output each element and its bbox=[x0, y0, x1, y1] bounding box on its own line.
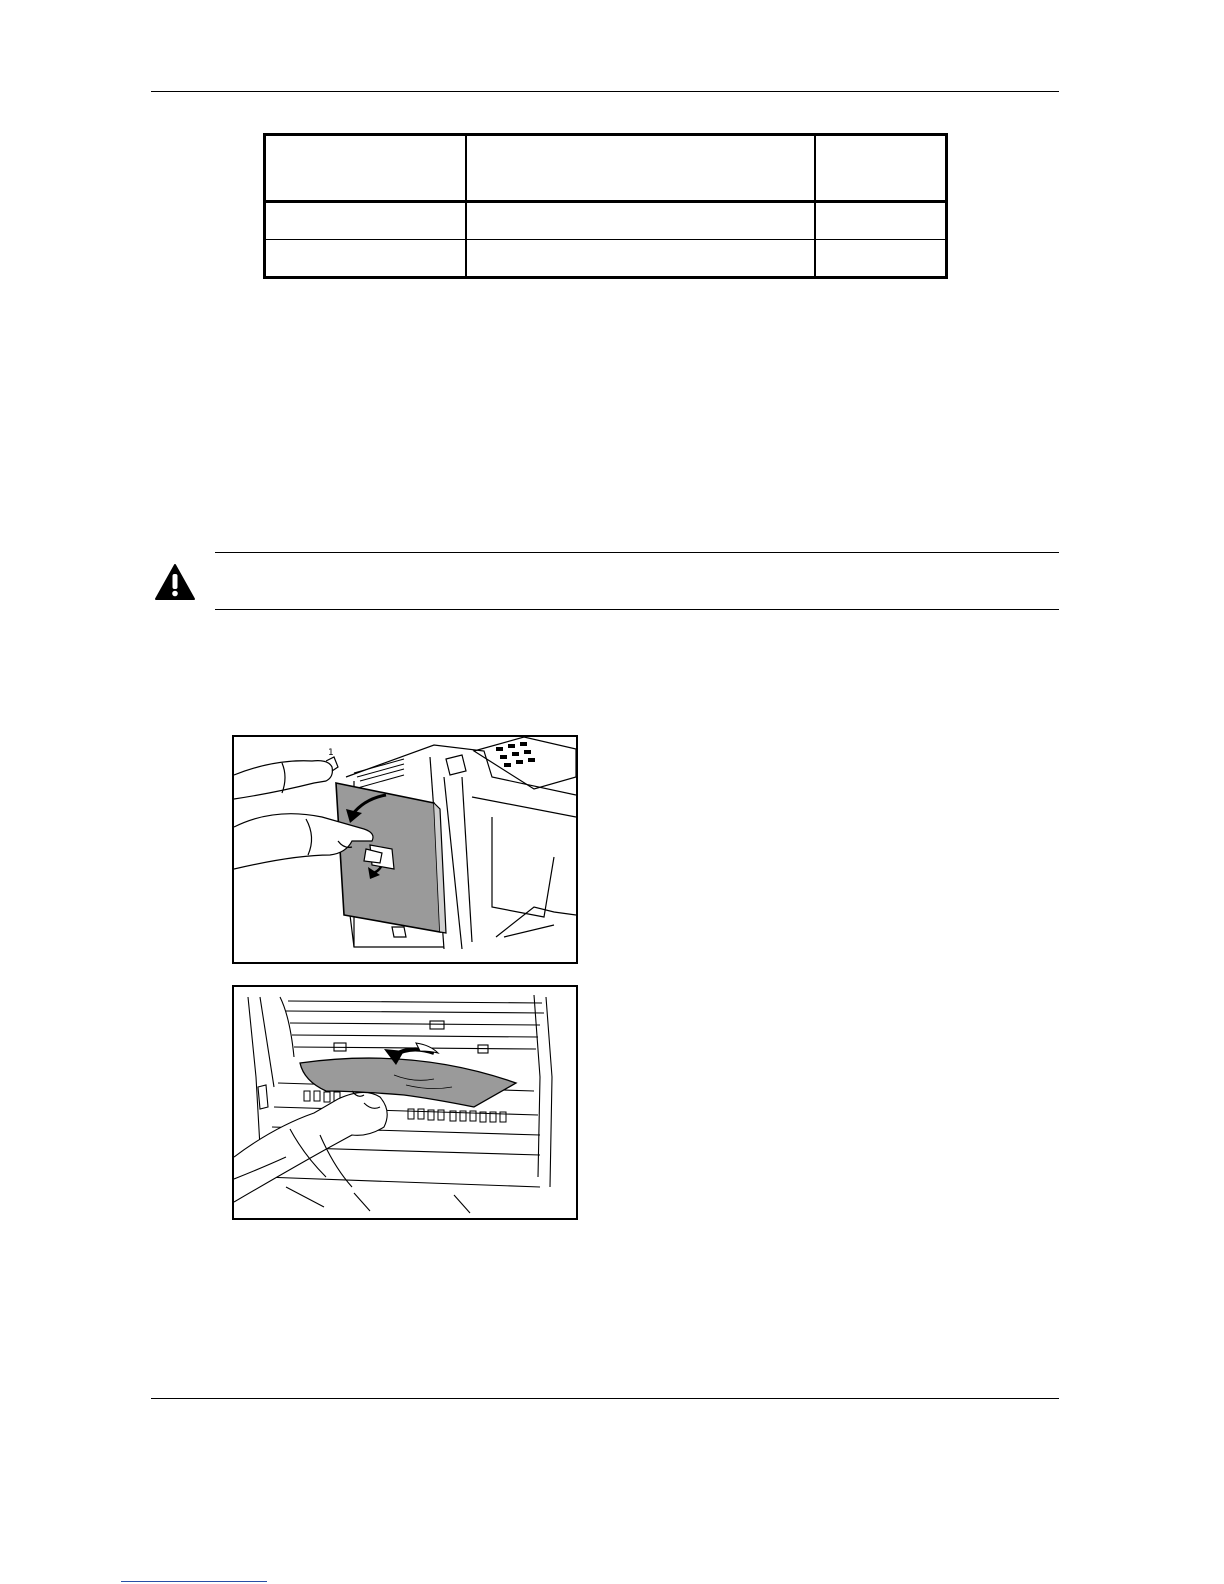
header-rule bbox=[151, 91, 1059, 92]
table-cell bbox=[265, 202, 467, 240]
footer-rule bbox=[151, 1398, 1059, 1399]
open-left-cover-illustration bbox=[232, 735, 578, 964]
table-cell bbox=[815, 240, 947, 278]
table-row bbox=[265, 240, 947, 278]
table-header-row bbox=[265, 135, 947, 202]
table-header-cell bbox=[815, 135, 947, 202]
warning-triangle-icon bbox=[154, 563, 196, 601]
table-row bbox=[265, 202, 947, 240]
caution-rule-top bbox=[215, 552, 1059, 553]
remove-jammed-paper-illustration bbox=[232, 985, 578, 1220]
footer-link-underline[interactable] bbox=[121, 1581, 267, 1582]
figure-callout: 1 bbox=[328, 748, 334, 758]
table-cell bbox=[466, 240, 815, 278]
table-cell bbox=[466, 202, 815, 240]
table-cell bbox=[815, 202, 947, 240]
table-cell bbox=[265, 240, 467, 278]
spec-table bbox=[263, 133, 948, 279]
table-header-cell bbox=[265, 135, 467, 202]
table-header-cell bbox=[466, 135, 815, 202]
caution-rule-bottom bbox=[215, 609, 1059, 610]
